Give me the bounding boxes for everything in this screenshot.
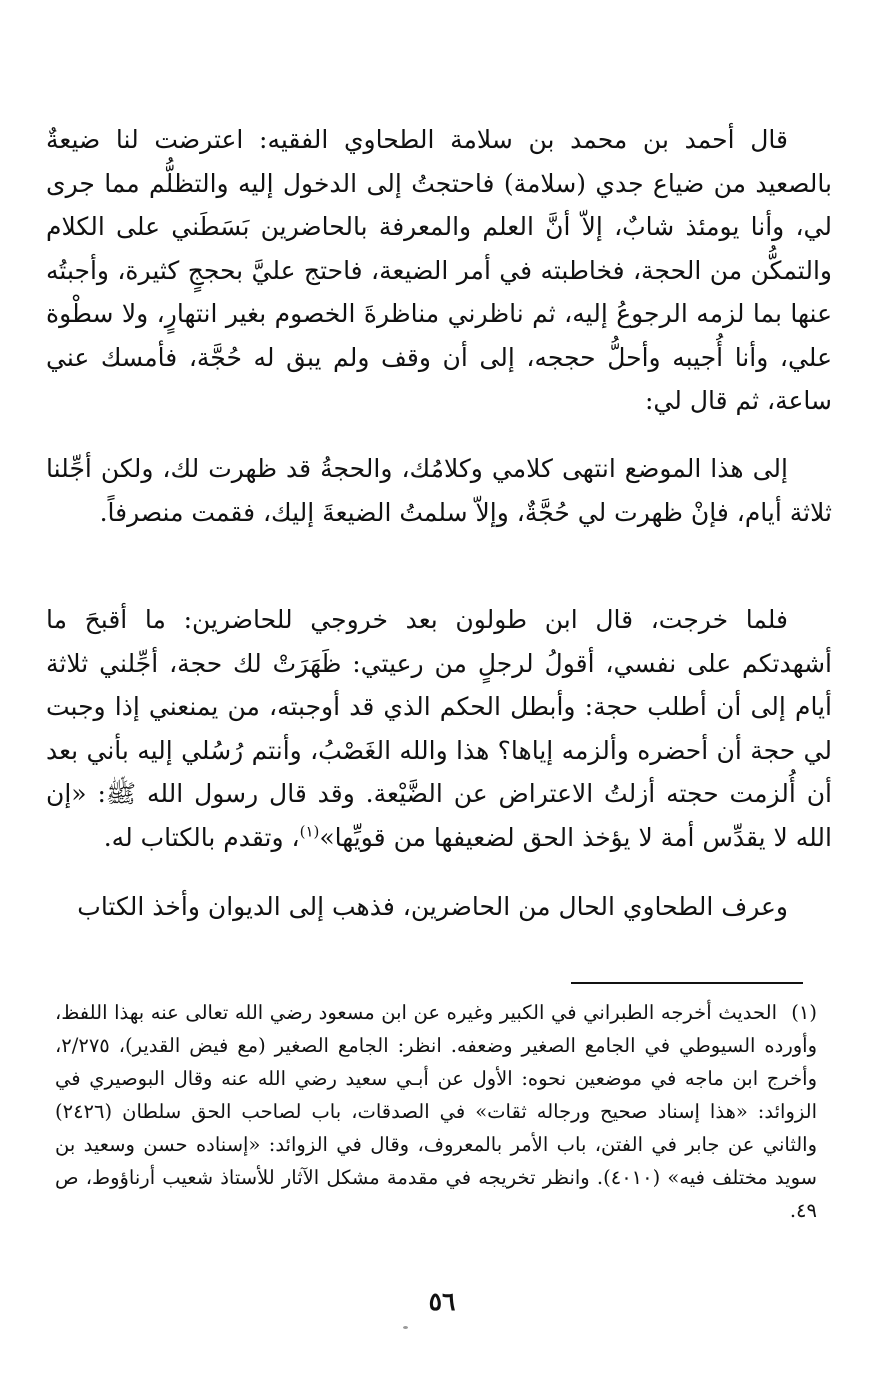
- footnote-number: (١): [791, 1001, 817, 1024]
- paragraph-text-tail: ، وتقدم بالكتاب له.: [103, 822, 300, 852]
- body-paragraph: وعرف الطحاوي الحال من الحاضرين، فذهب إلى الديوان وأخذ الكتاب: [77, 892, 788, 921]
- footnote-text: الحديث أخرجه الطبراني في الكبير وغيره عن ابن مسعود رضي الله تعالى عنه بهذا اللفظ، وأورده السيوطي في الجامع الصغير وضعفه. انظر: الجامع الصغير (مع فيض القدير)، ٢/٢٧٥، وأخرج ابن ماجه في موضعين نحوه: الأول عن أبـي سعيد رضي الله عنه وقال البوصيري في الزوائد: «هذا إسناد صحيح ورجاله ثقات» في الصدقات، باب لصاحب الحق سلطان (٢٤٢٦) والثاني عن جابر في الفتن، باب الأمر بالمعروف، وقال في الزوائد: «إسناده حسن وسعيد بن سويد مختلف فيه» (٤٠١٠). وانظر تخريجه في مقدمة مشكل الآثار للأستاذ شعيب أرناؤوط، ص ٤٩.: [55, 1001, 817, 1222]
- body-paragraph: إلى هذا الموضع انتهى كلامي وكلامُك، والحجةُ قد ظهرت لك، ولكن أجِّلنا ثلاثة أيام، فإنْ ظهرت لي حُجَّةٌ، وإلاّ سلمتُ الضيعةَ إليك، فقمت منصرفاً.: [46, 454, 832, 527]
- paragraph-text: فلما خرجت، قال ابن طولون بعد خروجي للحاضرين: ما أقبحَ ما أشهدتكم على نفسي، أقولُ لرجلٍ من رعيتي: ظَهَرَتْ لك حجة، أجِّلني ثلاثة أيام إلى أن أطلب حجة: وأبطل الحكم الذي قد أوجبته، من يمنعني إذا وجبت لي حجة أن أحضره وألزمه إياها؟ هذا والله الغَصْبُ، وأنتم رُسُلي إليه بأني بعد أن أُلزمت حجته أزلتُ الاعتراض عن الضَّيْعة. وقد قال رسول الله ﷺ: «إن الله لا يقدِّس أمة لا يؤخذ الحق لضعيفها من قويِّها»: [46, 605, 832, 852]
- ink-speck: [403, 1326, 408, 1329]
- body-paragraph: [46, 598, 832, 859]
- body-paragraph: قال أحمد بن محمد بن سلامة الطحاوي الفقيه: اعترضت لنا ضيعةٌ بالصعيد من ضياع جدي (سلامة) فاحتجتُ إلى الدخول إليه والتظلُّم مما جرى لي، وأنا يومئذ شابٌ، إلاّ أنَّ العلم والمعرفة بالحاضرين بَسَطَني على الكلام والتمكُّن من الحجة، فخاطبته في أمر الضيعة، فاحتج عليَّ بحججٍ كثيرة، وأجبتُه عنها بما لزمه الرجوعُ إليه، ثم ناظرني مناظرةَ الخصوم بغير انتهارٍ، ولا سطْوة علي، وأنا أُجيبه وأحلُّ حججه، إلى أن وقف ولم يبق له حُجَّة، فأمسك عني ساعة، ثم قال لي:: [46, 125, 833, 415]
- footnote: [55, 996, 817, 1227]
- footnote-separator: [571, 982, 803, 984]
- footnote-reference[interactable]: (١): [299, 822, 320, 841]
- page-number: ٥٦: [428, 1287, 456, 1316]
